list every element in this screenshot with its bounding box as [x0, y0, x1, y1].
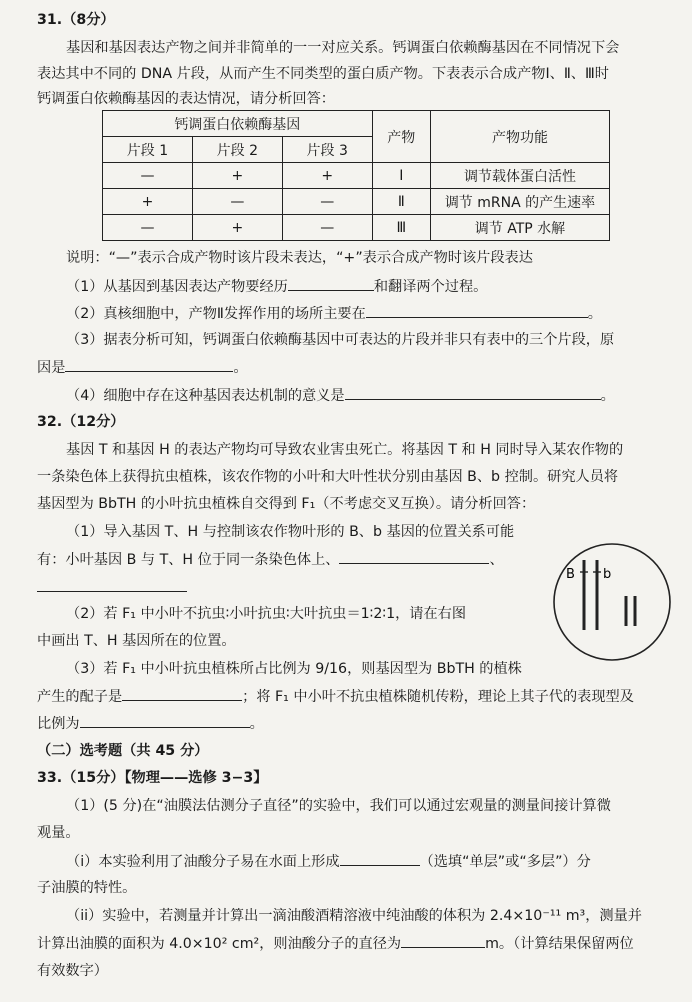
q32-part1-line2: 有：小叶基因 B 与 T、H 位于同一条染色体上、 、	[37, 549, 504, 570]
segment3-header: 片段 3	[282, 137, 372, 163]
row1-product: Ⅰ	[372, 163, 430, 189]
answer-blank-31-1[interactable]	[288, 276, 374, 291]
q32-part3-line1: （3）若 F₁ 中小叶抗虫植株所占比例为 9/16，则基因型为 BbTH 的植株	[66, 661, 522, 677]
row2-seg3: —	[282, 189, 372, 215]
table-row	[103, 189, 610, 215]
segment2-header: 片段 2	[192, 137, 282, 163]
label-b-lower: b	[603, 567, 612, 582]
q31-intro-line3: 钙调蛋白依赖酶基因的表达情况，请分析回答：	[37, 91, 335, 107]
row2-seg1: +	[103, 189, 193, 215]
q32-part2-line1: （2）若 F₁ 中小叶不抗虫∶小叶抗虫∶大叶抗虫＝1∶2∶1，请在右图	[66, 606, 467, 622]
row2-product: Ⅱ	[372, 189, 430, 215]
row1-seg3: +	[282, 163, 372, 189]
q32-intro-line1: 基因 T 和基因 H 的表达产物均可导致农业害虫死亡。将基因 T 和 H 同时导入某农作物的	[66, 442, 624, 458]
row3-seg3: —	[282, 215, 372, 241]
row2-function: 调节 mRNA 的产生速率	[430, 189, 609, 215]
row3-function: 调节 ATP 水解	[430, 215, 609, 241]
q33-part1-line1: （1）(5 分)在“油膜法估测分子直径”的实验中，我们可以通过宏观量的测量间接计算微	[66, 798, 611, 814]
q33-part-ii-line2: 计算出油膜的面积为 4.0×10² cm²，则油酸分子的直径为 m。（计算结果保留两位	[37, 933, 634, 954]
answer-blank-33-ii[interactable]	[401, 933, 485, 948]
q31-part2: （2）真核细胞中，产物Ⅱ发挥作用的场所主要在 。	[66, 303, 602, 324]
q31-part3-line2: 因是 。	[37, 357, 248, 378]
row3-product: Ⅲ	[372, 215, 430, 241]
product-header-cell: 产物	[372, 111, 430, 163]
cell-outline	[554, 544, 670, 660]
q31-part4: （4）细胞中存在这种基因表达机制的意义是 。	[66, 385, 615, 406]
label-b-upper: B	[566, 567, 575, 582]
q33-header: 33.（15分）【物理——选修 3−3】	[37, 770, 268, 786]
q32-part3-line3: 比例为 。	[37, 713, 264, 734]
answer-blank-33-i[interactable]	[340, 851, 420, 866]
row1-function: 调节载体蛋白活性	[430, 163, 609, 189]
q33-part-i-line2: 子油膜的特性。	[37, 880, 137, 896]
q32-header: 32.（12分）	[37, 414, 125, 430]
answer-blank-31-4[interactable]	[345, 385, 601, 400]
answer-blank-32-3a[interactable]	[122, 686, 242, 701]
q32-part3-line2: 产生的配子是 ；将 F₁ 中小叶不抗虫植株随机传粉，理论上其子代的表现型及	[37, 686, 634, 707]
q32-part2-line2: 中画出 T、H 基因所在的位置。	[37, 633, 236, 649]
q31-part1: （1）从基因到基因表达产物要经历 和翻译两个过程。	[66, 276, 487, 297]
gene-expression-table	[102, 110, 610, 241]
q32-intro-line3: 基因型为 BbTH 的小叶抗虫植株自交得到 F₁（不考虑交叉互换）。请分析回答：	[37, 496, 536, 512]
q31-intro-line2: 表达其中不同的 DNA 片段，从而产生不同类型的蛋白质产物。下表表示合成产物Ⅰ、Ⅱ、Ⅲ时	[37, 66, 609, 82]
q31-part3-line1: （3）据表分析可知，钙调蛋白依赖酶基因中可表达的片段并非只有表中的三个片段，原	[66, 332, 615, 348]
answer-blank-31-3[interactable]	[65, 357, 233, 372]
q33-part-i-line1: （i）本实验利用了油酸分子易在水面上形成 （选填“单层”或“多层”）分	[66, 851, 591, 872]
table-row	[103, 215, 610, 241]
function-header-cell: 产物功能	[430, 111, 609, 163]
q33-part1-line2: 观量。	[37, 825, 80, 841]
answer-blank-32-1a[interactable]	[339, 549, 489, 564]
row1-seg2: +	[192, 163, 282, 189]
gene-header-cell: 钙调蛋白依赖酶基因	[103, 111, 373, 137]
row1-seg1: —	[103, 163, 193, 189]
answer-blank-32-1b[interactable]	[37, 577, 187, 592]
row3-seg1: —	[103, 215, 193, 241]
table-row	[103, 163, 610, 189]
q32-part1-line3	[37, 577, 187, 598]
section-title: （二）选考题（共 45 分）	[37, 743, 209, 759]
q31-intro-line1: 基因和基因表达产物之间并非简单的一一对应关系。钙调蛋白依赖酶基因在不同情况下会	[66, 40, 620, 56]
chromosome-diagram[interactable]	[552, 542, 672, 662]
row3-seg2: +	[192, 215, 282, 241]
q33-part-ii-line3: 有效数字）	[37, 963, 108, 979]
q31-header: 31.（8分）	[37, 12, 115, 28]
answer-blank-32-3b[interactable]	[80, 713, 250, 728]
q31-note: 说明：“—”表示合成产物时该片段未表达，“+”表示合成产物时该片段表达	[66, 250, 533, 266]
q32-intro-line2: 一条染色体上获得抗虫植株，该农作物的小叶和大叶性状分别由基因 B、b 控制。研究人员将	[37, 469, 619, 485]
q33-part-ii-line1: （ii）实验中，若测量并计算出一滴油酸酒精溶液中纯油酸的体积为 2.4×10⁻¹¹ m³，测量并	[66, 908, 642, 924]
q32-part1-line1: （1）导入基因 T、H 与控制该农作物叶形的 B、b 基因的位置关系可能	[66, 524, 515, 540]
segment1-header: 片段 1	[103, 137, 193, 163]
row2-seg2: —	[192, 189, 282, 215]
answer-blank-31-2[interactable]	[366, 303, 588, 318]
